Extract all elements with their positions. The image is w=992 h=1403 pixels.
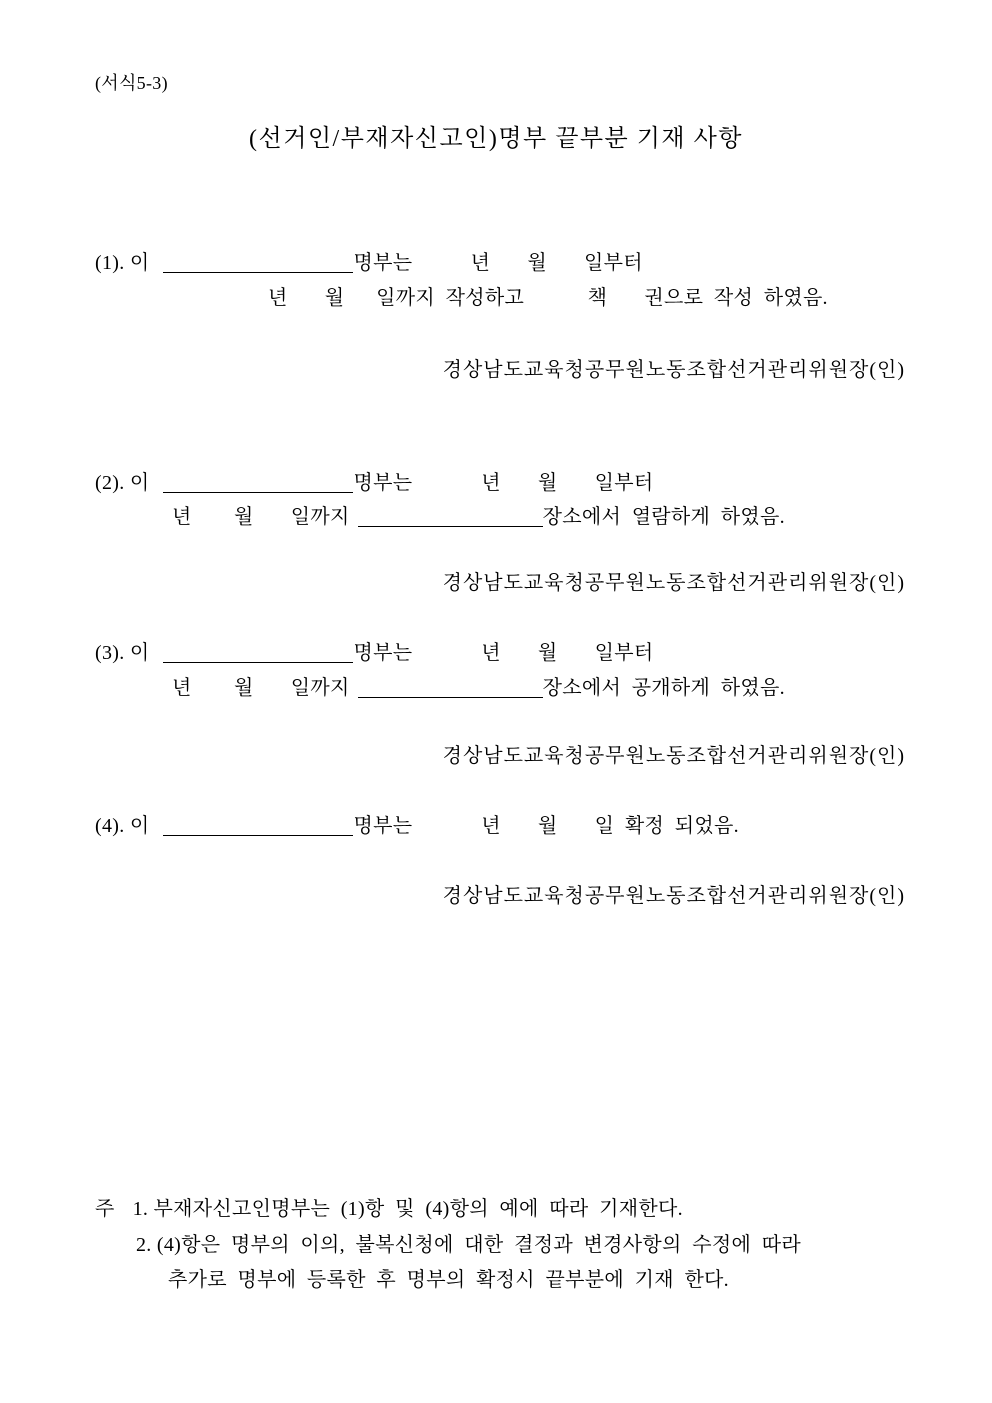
section-3-line-2-after: 장소에서 공개하게 하였음. (542, 677, 785, 699)
section-2-prefix: (2). 이 (95, 472, 150, 494)
signature-line: 경상남도교육청공무원노동조합선거관리위원장(인) (442, 745, 905, 767)
section-2-line-2-before: 년 월 일까지 (172, 506, 350, 528)
blank-underline (163, 252, 353, 273)
signature-line: 경상남도교육청공무원노동조합선거관리위원장(인) (442, 572, 905, 594)
blank-underline (358, 677, 543, 698)
section-3-line-2 (172, 675, 785, 701)
section-1-line-2: 년 월 일까지 작성하고 책 권으로 작성 하였음. (268, 287, 828, 309)
section-3-prefix: (3). 이 (95, 642, 150, 664)
section-4-line-1 (95, 813, 739, 839)
blank-underline (163, 642, 353, 663)
blank-underline (163, 815, 353, 836)
page-title: (선거인/부재자신고인)명부 끝부분 기재 사항 (249, 126, 743, 152)
signature-line: 경상남도교육청공무원노동조합선거관리위원장(인) (442, 359, 905, 381)
note-label: 주 (95, 1198, 115, 1220)
note-text-1: 1. 부재자신고인명부는 (1)항 및 (4)항의 예에 따라 기재한다. (132, 1198, 683, 1220)
note-line-1 (95, 1196, 683, 1222)
section-3-line-2-before: 년 월 일까지 (172, 677, 350, 699)
section-4-prefix: (4). 이 (95, 815, 150, 837)
signature-line: 경상남도교육청공무원노동조합선거관리위원장(인) (442, 885, 905, 907)
blank-underline (163, 472, 353, 493)
section-1-line-1-text: 명부는 년 월 일부터 (353, 252, 643, 274)
section-2-line-1 (95, 470, 654, 496)
section-4-line-1-text: 명부는 년 월 일 확정 되었음. (353, 815, 739, 837)
form-code: (서식5-3) (95, 73, 168, 93)
note-line-2: 2. (4)항은 명부의 이의, 불복신청에 대한 결정과 변경사항의 수정에 따라 (136, 1234, 801, 1256)
section-2-line-2-after: 장소에서 열람하게 하였음. (542, 506, 785, 528)
section-2-line-2 (172, 504, 785, 530)
section-1-prefix: (1). 이 (95, 252, 150, 274)
section-2-line-1-text: 명부는 년 월 일부터 (353, 472, 654, 494)
section-3-line-1-text: 명부는 년 월 일부터 (353, 642, 654, 664)
section-1-line-1 (95, 250, 643, 276)
note-line-3: 추가로 명부에 등록한 후 명부의 확정시 끝부분에 기재 한다. (168, 1269, 729, 1291)
blank-underline (358, 506, 543, 527)
section-3-line-1 (95, 640, 654, 666)
